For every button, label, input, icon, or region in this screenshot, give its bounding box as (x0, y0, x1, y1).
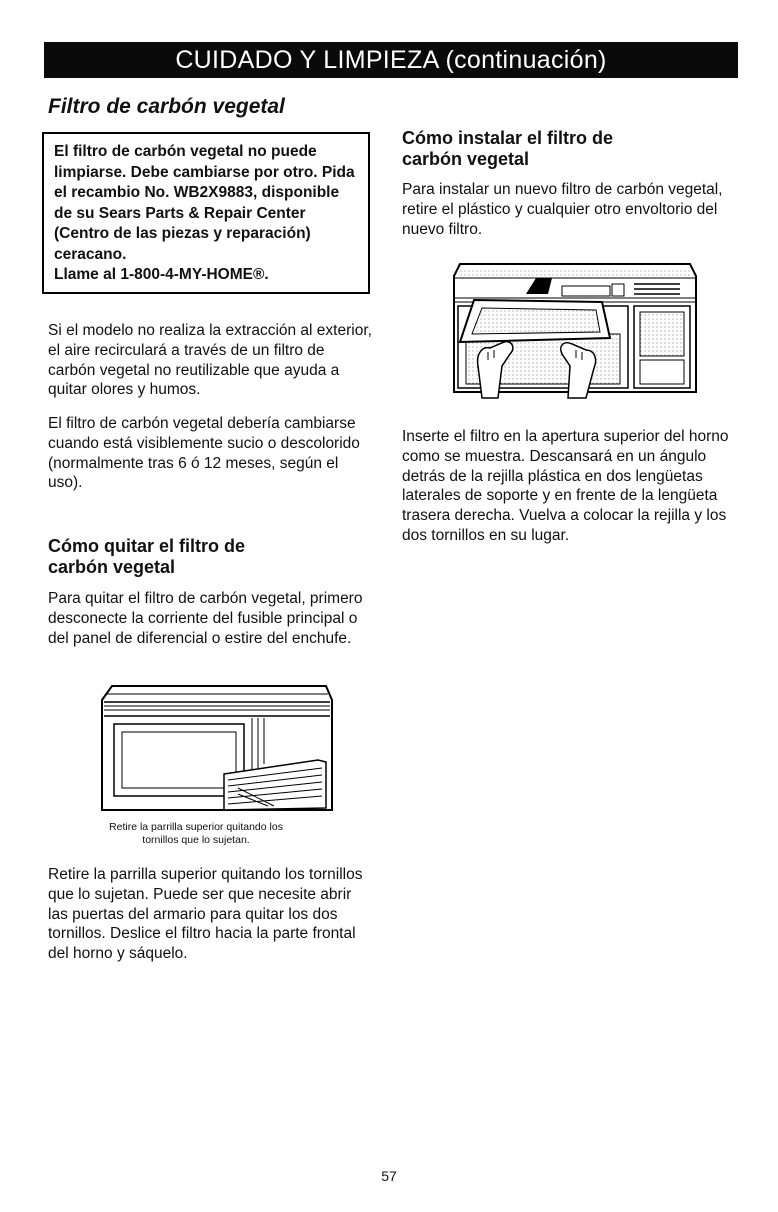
install-filter-illustration (452, 262, 698, 398)
page-number: 57 (381, 1168, 397, 1184)
replacement-paragraph: El filtro de carbón vegetal debería cambiarse cuando está visiblemente sucio o descolorido (normalmente tras 6 ó 12 meses, según el uso). (48, 415, 360, 492)
install-filter-title: Cómo instalar el filtro de carbón vegetal (402, 128, 614, 169)
notice-text: El filtro de carbón vegetal no puede limpiarse. Debe cambiarse por otro. Pida el recambio No. WB2X9883, disponible de su Sears Parts & Repair Center (Centro de las piezas y reparación) ceracano. (54, 143, 355, 263)
section-title: Filtro de carbón vegetal (48, 95, 285, 118)
install-intro-paragraph: Para instalar un nuevo filtro de carbón vegetal, retire el plástico y cualquier otro envoltorio del nuevo filtro. (402, 181, 723, 238)
remove-filter-title: Cómo quitar el filtro de carbón vegetal (48, 536, 246, 577)
notice-box (42, 132, 370, 294)
page-header-banner: CUIDADO Y LIMPIEZA (continuación) (44, 42, 738, 78)
remove-filter-paragraph: Para quitar el filtro de carbón vegetal, primero desconecte la corriente del fusible principal o del panel de diferencial o estire del enchufe. (48, 590, 363, 647)
figure-caption: Retire la parrilla superior quitando los tornillos que lo sujetan. (109, 821, 283, 846)
remove-steps-paragraph: Retire la parrilla superior quitando los tornillos que lo sujetan. Puede ser que necesite abrir las puertas del armario para quitar los dos tornillos. Deslice el filtro hacia la parte frontal del horno y sáquelo. (48, 866, 363, 963)
install-steps-paragraph: Inserte el filtro en la apertura superior del horno como se muestra. Descansará en un ángulo detrás de la rejilla plástica en dos lengüetas laterales de soporte y en frente de la lengüeta trasera derecha. Vuelva a colocar la rejilla y los dos tornillos en su lugar. (402, 428, 729, 544)
intro-paragraph: Si el modelo no realiza la extracción al exterior, el aire recirculará a través de un filtro de carbón vegetal no reutilizable que ayuda a quitar olores y humos. (48, 322, 372, 399)
notice-phone-line: Llame al 1-800-4-MY-HOME®. (54, 266, 269, 283)
remove-grille-illustration (98, 682, 336, 817)
